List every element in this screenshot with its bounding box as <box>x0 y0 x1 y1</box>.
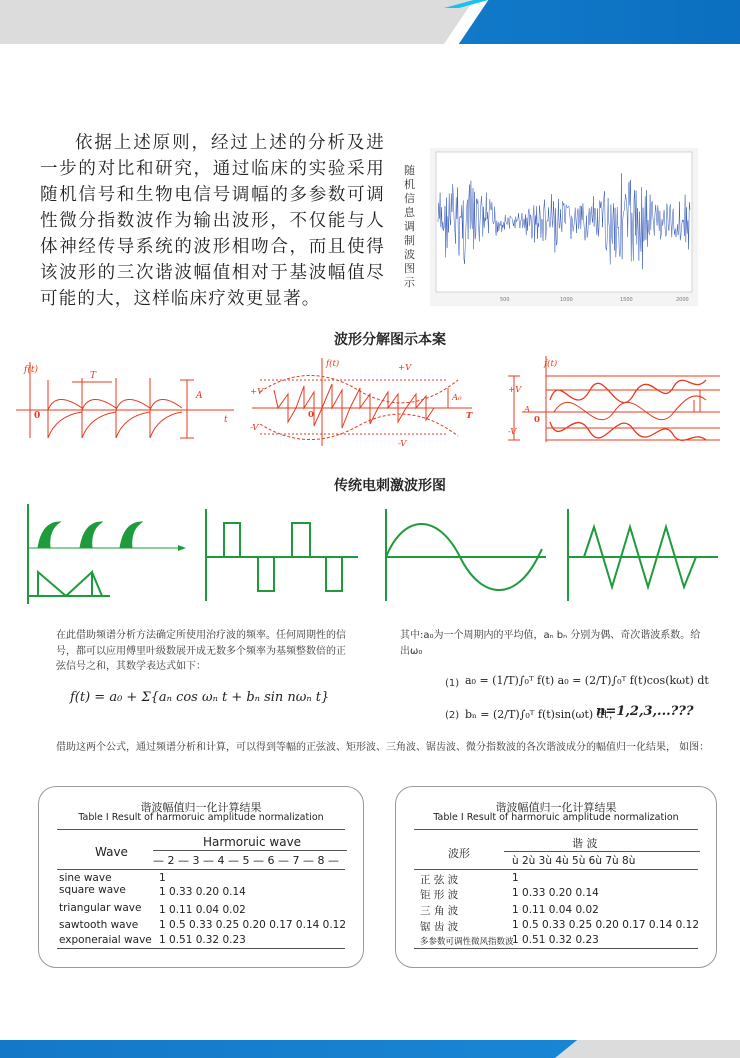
image-tick: 1500 <box>620 297 633 303</box>
table-rule <box>57 829 345 830</box>
table-title: 谐波幅值归一化计算结果 <box>140 801 262 814</box>
fig1-period: T <box>90 371 97 381</box>
fig2-plusV2: +V <box>398 363 412 373</box>
formula2: bₙ = (2/T)∫₀ᵀ f(t)sin(ωt) dt； <box>465 708 620 721</box>
table-row-name: 三 角 波 <box>420 905 459 917</box>
fig2-ylabel: f(t) <box>326 359 340 369</box>
table-row-values: 1 0.5 0.33 0.25 0.20 0.17 0.14 0.12 <box>512 919 700 931</box>
fig1-amp: A <box>196 391 203 401</box>
table-row-values: 1 0.5 0.33 0.25 0.20 0.17 0.14 0.12 <box>159 919 347 931</box>
table-rule <box>504 851 700 852</box>
table-group-header: Harmoruic wave <box>203 835 302 849</box>
fig3-ylabel: f(t) <box>544 359 558 369</box>
table-row-name: triangular wave <box>59 902 142 914</box>
table-row-values: 1 <box>159 872 166 884</box>
table-row-values: 1 0.11 0.04 0.02 <box>159 904 246 916</box>
traditional-sine-wave <box>382 505 550 605</box>
table-row-values: 1 0.33 0.20 0.14 <box>159 886 246 898</box>
table-rule <box>153 850 347 851</box>
table-harmonics: ù 2ù 3ù 4ù 5ù 6ù 7ù 8ù <box>512 855 636 867</box>
table-title: 谐波幅值归一化计算结果 <box>495 801 617 814</box>
spectrum-intro-text: 在此借助频谱分析方法确定所使用治疗波的频率。任何周期性的信号，都可以应用傅里叶级数展开成无数多个频率为基频整数倍的正弦信号之和，其数学表达式如下： <box>56 630 346 672</box>
table-row-values: 1 0.51 0.32 0.23 <box>512 934 599 946</box>
table-row-values: 1 0.51 0.32 0.23 <box>159 934 246 946</box>
fig3-amp: A <box>524 405 531 415</box>
table-harmonics: — 2 — 3 — 4 — 5 — 6 — 7 — 8 — <box>153 854 339 867</box>
conclusion-text: 借助这两个公式，通过频谱分析和计算，可以得到等幅的正弦波、矩形波、三角波、锯齿波、微分指数波的各次谐波成分的幅值归一化结果， 如图： <box>56 742 710 753</box>
table-row-name: 锯 齿 波 <box>420 921 459 933</box>
table-col-header: Wave <box>95 845 128 859</box>
table-group-header: 谐 波 <box>572 837 598 850</box>
random-signal-caption: 随机信息调制波图示 <box>404 164 415 289</box>
traditional-triangle-wave <box>560 505 722 605</box>
table-rule <box>414 869 698 870</box>
fig2-amp: A₀ <box>452 393 462 403</box>
fig1-origin: 0 <box>34 411 41 421</box>
image-tick: 1000 <box>560 297 573 303</box>
fig2-minusV: -V <box>250 423 259 433</box>
fig3-plusV: +V <box>508 385 522 395</box>
formula1: a₀ = (1/T)∫₀ᵀ f(t) a₀ = (2/T)∫₀ᵀ f(t)cos(kωt) dt <box>465 674 709 687</box>
formula1-label: (1) <box>445 678 460 689</box>
formula2-label: (2) <box>445 710 460 721</box>
table-row-name: sine wave <box>59 872 112 884</box>
formula2-n: n=1,2,3,...??? <box>596 704 694 719</box>
traditional-exponential-wave <box>20 500 190 608</box>
intro-paragraph: 依据上述原则，经过上述的分析及进一步的对比和研究，通过临床的实验采用随机信号和生物电信号调幅的多参数可调性微分指数波作为输出波形，不仅能与人体神经传导系统的波形相吻合，而且使得该波形的三次谐波幅值相对于基波幅值尽可能的大，这样临床疗效更显著。 <box>40 133 385 309</box>
fig3-minusV: -V <box>508 427 517 437</box>
table-col-header: 波形 <box>448 847 470 860</box>
decomposition-figure-1 <box>12 350 240 450</box>
coefficient-text: 其中:a₀为一个周期内的平均值，aₙ bₙ 分别为偶、奇次谐波系数。给出ω₀ <box>400 630 701 657</box>
fig2-plusV: +V <box>250 387 264 397</box>
table-row-name: 钜 形 波 <box>420 889 459 901</box>
table-row-name: sawtooth wave <box>59 919 139 931</box>
table-rule <box>414 948 698 949</box>
table-subtitle: Table Ⅰ Result of harmoruic amplitude normalization <box>78 812 324 823</box>
section-title-traditional: 传统电刺激波形图 <box>334 478 446 494</box>
table-row-values: 1 <box>512 872 519 884</box>
fig3-origin: 0 <box>534 415 540 425</box>
table-row-name: exponeraial wave <box>59 934 152 946</box>
table-rule <box>57 948 345 949</box>
table-row-name: 正 弦 波 <box>420 874 459 886</box>
fourier-formula: f(t) = a₀ + Σ{aₙ cos ωₙ t + bₙ sin nωₙ t} <box>70 690 330 705</box>
fig2-xlabel: T <box>466 411 473 421</box>
harmonic-table-chinese <box>395 786 717 968</box>
fig1-ylabel: f(t) <box>24 365 38 375</box>
image-tick: 500 <box>500 297 510 303</box>
fig1-xlabel: t <box>224 415 228 425</box>
table-row-values: 1 0.11 0.04 0.02 <box>512 904 599 916</box>
traditional-square-wave <box>200 505 362 605</box>
table-rule <box>57 869 345 870</box>
table-row-name: 多参数可调性微风指数波 <box>420 937 514 947</box>
table-rule <box>414 829 698 830</box>
fig2-minusV2: -V <box>398 439 407 449</box>
section-title-decomposition: 波形分解图示本案 <box>334 332 446 348</box>
image-tick: 2000 <box>676 297 689 303</box>
table-subtitle: Table Ⅰ Result of harmoruic amplitude normalization <box>433 812 679 823</box>
random-signal-image <box>430 148 698 306</box>
table-row-values: 1 0.33 0.20 0.14 <box>512 887 599 899</box>
table-row-name: square wave <box>59 884 126 896</box>
fig2-origin: 0 <box>308 410 314 420</box>
decomposition-figure-3 <box>494 350 728 450</box>
harmonic-table-english <box>38 786 364 968</box>
decomposition-figure-2 <box>248 350 484 450</box>
